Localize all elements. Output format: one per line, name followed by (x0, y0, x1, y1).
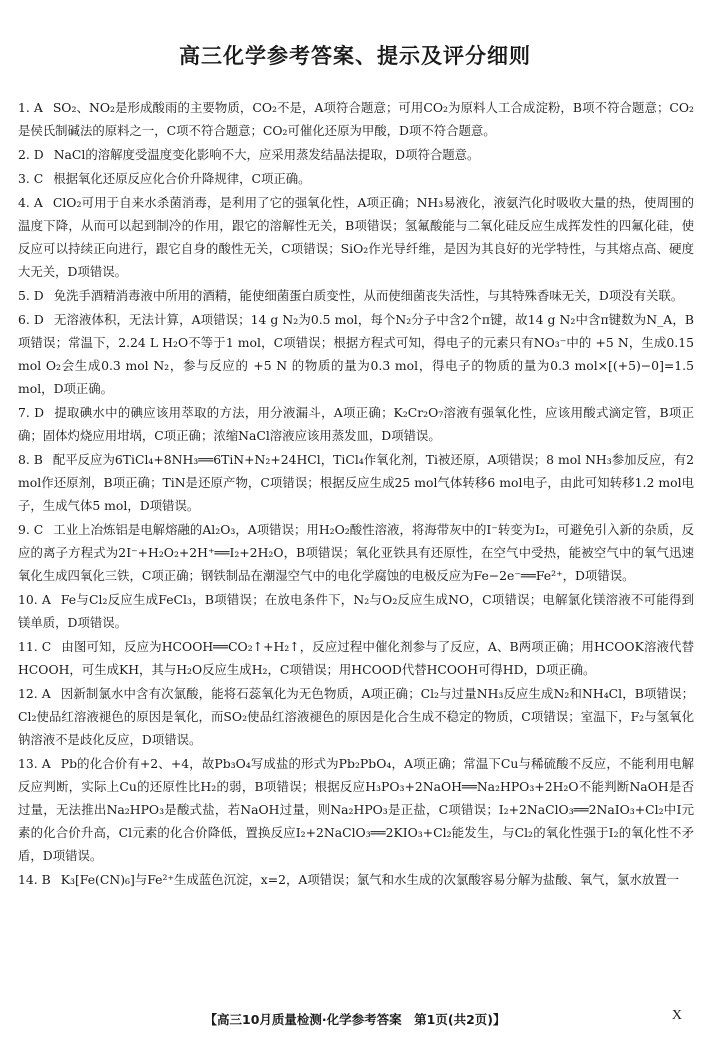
answer-item (18, 448, 694, 517)
answer-number: 8. B (18, 452, 43, 467)
answer-item (18, 143, 694, 166)
answer-explanation: 根据氧化还原反应化合价升降规律，C项正确。 (53, 171, 311, 186)
footer-mark: X (671, 1008, 682, 1023)
page-title: 高三化学参考答案、提示及评分细则 (179, 44, 531, 68)
answer-explanation: Fe与Cl₂反应生成FeCl₃，B项错误；在放电条件下，N₂与O₂反应生成NO，C项错误；电解氯化镁溶液不可能得到镁单质，D项错误。 (18, 592, 694, 630)
answer-explanation: 因新制氯水中含有次氯酸，能将石蕊氧化为无色物质，A项正确；Cl₂与过量NH₃反应生成N₂和NH₄Cl，B项错误；Cl₂使品红溶液褪色的原因是氧化，而SO₂使品红溶液褪色的原因是化合生成不稳定的物质，C项错误；室温下，F₂与氢氧化钠溶液不是歧化反应，D项错误。 (18, 686, 694, 747)
answer-list (18, 96, 694, 892)
answer-explanation: 无溶液体积，无法计算，A项错误；14 g N₂为0.5 mol，每个N₂分子中含2个π键，故14 g N₂中含π键数为N_A，B项错误；常温下，2.24 L H₂O不等于1 mol，C项错误；根据方程式可知，得电子的元素只有NO₃⁻中的 +5 N，生成0.15 mol O₂会生成0.3 mol N₂，参与反应的 +5 N 的物质的量为0.3 mol，得电子的物质的量为0.3 mol×[(+5)−0]=1.5 mol，D项正确。 (18, 312, 694, 396)
answer-item (18, 588, 694, 634)
answer-explanation: K₃[Fe(CN)₆]与Fe²⁺生成蓝色沉淀，x=2，A项错误；氯气和水生成的次氯酸容易分解为盐酸、氧气，氯水放置一 (60, 872, 680, 887)
answer-number: 9. C (18, 522, 44, 537)
answer-explanation: 配平反应为6TiCl₄+8NH₃══6TiN+N₂+24HCl，TiCl₄作氧化剂，Ti被还原，A项错误；8 mol NH₃参加反应，有2 mol作还原剂，B项正确；TiN是还原产物，C项错误；根据反应生成25 mol气体转移6 mol电子，由此可知转移1.2 mol电子，生成气体5 mol，D项错误。 (18, 452, 694, 513)
answer-number: 6. D (18, 312, 44, 327)
answer-explanation: 由图可知，反应为HCOOH══CO₂↑+H₂↑，反应过程中催化剂参与了反应，A、B两项正确；用HCOOK溶液代替HCOOH，可生成KH，其与H₂O反应生成H₂，C项错误；用HCOOD代替HCOOH可得HD，D项正确。 (18, 639, 695, 677)
answer-number: 5. D (18, 288, 44, 303)
answer-number: 7. D (18, 405, 45, 420)
answer-number: 14. B (18, 872, 51, 887)
answer-item (18, 96, 694, 142)
answer-explanation: 工业上冶炼铝是电解熔融的Al₂O₃，A项错误；用H₂O₂酸性溶液，将海带灰中的I⁻转变为I₂，可避免引入新的杂质，反应的离子方程式为2I⁻+H₂O₂+2H⁺══I₂+2H₂O，B项错误；氧化亚铁具有还原性，在空气中受热，能被空气中的氧气迅速氧化生成四氧化三铁，C项正确；钢铁制品在潮湿空气中的电化学腐蚀的电极反应为Fe−2e⁻══Fe²⁺，D项错误。 (18, 522, 694, 583)
answer-number: 11. C (18, 639, 52, 654)
answer-item (18, 752, 694, 867)
answer-item (18, 401, 694, 447)
answer-number: 10. A (18, 592, 51, 607)
answer-explanation: Pb的化合价有+2、+4，故Pb₃O₄写成盐的形式为Pb₂PbO₄，A项正确；常温下Cu与稀硫酸不反应，不能利用电解反应判断，实际上Cu的还原性比H₂的弱，B项错误；根据反应H₃PO₃+2NaOH══Na₂HPO₃+2H₂O不能判断NaOH是否过量，无法推出Na₂HPO₃是酸式盐，若NaOH过量，则Na₂HPO₃是正盐，C项错误；I₂+2NaClO₃══2NaIO₃+Cl₂中I元素的化合价升高，Cl元素的化合价降低，置换反应I₂+2NaClO₃══2KIO₃+Cl₂能发生，与Cl₂的氧化性强于I₂的氧化性不矛盾，D项错误。 (18, 756, 694, 863)
answer-number: 3. C (18, 171, 44, 186)
answer-number: 12. A (18, 686, 51, 701)
answer-number: 1. A (18, 100, 43, 115)
answer-number: 13. A (18, 756, 51, 771)
answer-item (18, 191, 694, 283)
answer-explanation: SO₂、NO₂是形成酸雨的主要物质，CO₂不是，A项符合题意；可用CO₂为原料人工合成淀粉，B项不符合题意；CO₂是侯氏制碱法的原料之一，C项不符合题意；CO₂可催化还原为甲酸，D项不符合题意。 (18, 100, 695, 138)
answer-number: 2. D (18, 147, 44, 162)
answer-item (18, 167, 694, 190)
answer-explanation: 提取碘水中的碘应该用萃取的方法，用分液漏斗，A项正确；K₂Cr₂O₇溶液有强氧化性，应该用酸式滴定管，B项正确；固体灼烧应用坩埚，C项正确；浓缩NaCl溶液应该用蒸发皿，D项错误。 (18, 405, 694, 443)
answer-explanation: NaCl的溶解度受温度变化影响不大，应采用蒸发结晶法提取，D项符合题意。 (53, 147, 480, 162)
answer-explanation: ClO₂可用于自来水杀菌消毒，是利用了它的强氧化性，A项正确；NH₃易液化，液氨汽化时吸收大量的热，使周围的温度下降，从而可以起到制冷的作用，跟它的溶解性无关，B项错误；氢氟酸能与二氧化硅反应生成挥发性的四氟化硅，使反应可以持续正向进行，跟它自身的酸性无关，C项错误；SiO₂作光导纤维，是因为其良好的光学特性，与其熔点高、硬度大无关，D项错误。 (18, 195, 694, 279)
answer-explanation: 免洗手酒精消毒液中所用的酒精，能使细菌蛋白质变性，从而使细菌丧失活性，与其特殊香味无关，D项没有关联。 (53, 288, 684, 303)
page-footer: 【高三10月质量检测·化学参考答案 第1页(共2页)】 (204, 1012, 506, 1027)
answer-item (18, 284, 694, 307)
answer-item (18, 682, 694, 751)
answer-item (18, 635, 694, 681)
answer-item (18, 868, 694, 891)
answer-item (18, 308, 694, 400)
answer-item (18, 518, 694, 587)
answer-number: 4. A (18, 195, 43, 210)
